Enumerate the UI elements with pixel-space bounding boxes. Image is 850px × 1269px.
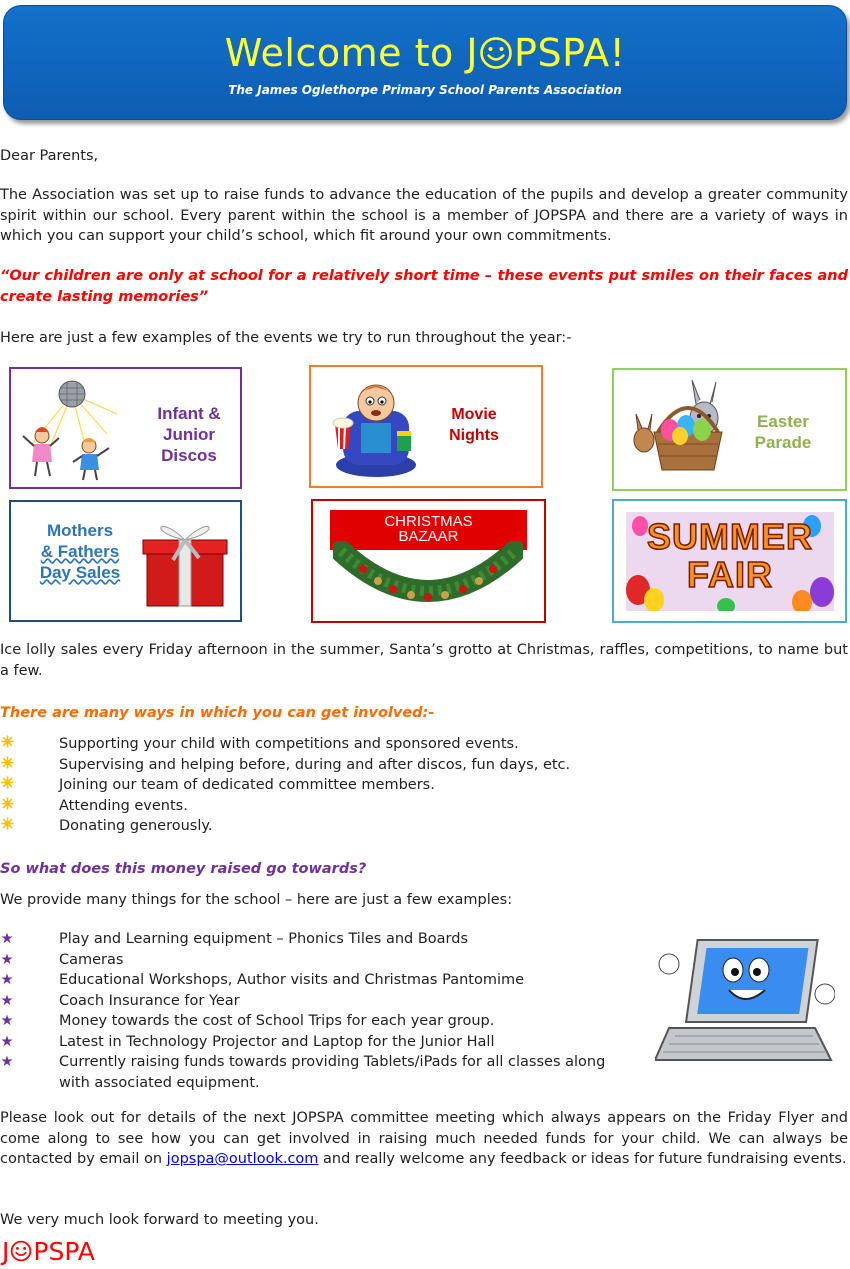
movie-watcher-image	[321, 373, 431, 483]
header-banner	[3, 5, 847, 120]
summer-fair-poster	[626, 512, 834, 611]
sun-icon	[0, 775, 14, 796]
event-label-movie-nights: Movie Nights	[449, 406, 499, 444]
event-card-discos	[9, 367, 242, 489]
smiley-icon	[10, 1240, 32, 1262]
sun-icon	[0, 796, 14, 817]
star-icon: ★	[0, 972, 14, 988]
list-item: Attending events.	[0, 796, 570, 817]
sun-icon	[0, 734, 14, 755]
signature: J PSPA	[2, 1237, 95, 1266]
list-item: Supervising and helping before, during and after discos, fun days, etc.	[0, 755, 570, 776]
event-label-parents-day-sales: Mothers & Fathers Day Sales	[39, 521, 121, 582]
events-intro: Here are just a few examples of the events we try to run throughout the year:-	[0, 330, 572, 346]
page-subtitle: The James Oglethorpe Primary School Parents Association	[228, 83, 622, 97]
involved-heading: There are many ways in which you can get involved:-	[0, 705, 435, 721]
event-card-summer-fair	[612, 499, 847, 623]
intro-paragraph: The Association was set up to raise funds to advance the education of the pupils and develop a greater community spirit within our school. Every parent within the school is a member of JOPSPA and there are a variety of ways in which you can support your child’s school, which fit around your own commitments.	[0, 187, 848, 244]
list-item: ★ Play and Learning equipment – Phonics Tiles and Boards	[0, 929, 610, 950]
sun-icon	[0, 755, 14, 776]
list-item: Donating generously.	[0, 816, 570, 837]
christmas-wreath-image	[333, 541, 523, 621]
list-item: Joining our team of dedicated committee members.	[0, 775, 570, 796]
event-card-parents-day-sales	[9, 500, 242, 622]
christmas-bazaar-banner: CHRISTMAS BAZAAR	[330, 510, 527, 550]
page-title: Welcome to J PSPA!	[224, 31, 626, 75]
quote: “Our children are only at school for a relatively short time – these events put smiles on their faces and create lasting memories”	[0, 268, 848, 305]
closing-paragraph: Please look out for details of the next JOPSPA committee meeting which always appears on the Friday Flyer and come along to see how you can get involved in raising much needed funds for your child. We can always be contacted by email on jopspa@outlook.com and really welcome any feedback or ideas for future fundraising events.	[0, 1110, 848, 1167]
star-icon: ★	[0, 1013, 14, 1029]
list-item: ★ Currently raising funds towards providing Tablets/iPads for all classes along with associated equipment.	[0, 1054, 606, 1091]
star-icon: ★	[0, 931, 14, 947]
laptop-cartoon-image	[655, 930, 835, 1080]
farewell: We very much look forward to meeting you.	[0, 1212, 319, 1228]
gift-box-image	[139, 510, 231, 610]
list-item: Supporting your child with competitions and sponsored events.	[0, 734, 570, 755]
money-heading: So what does this money raised go towards?	[0, 861, 367, 877]
money-list	[0, 929, 610, 1093]
involved-list	[0, 734, 570, 837]
disco-dancers-image	[17, 374, 127, 484]
money-intro: We provide many things for the school – here are just a few examples:	[0, 892, 513, 908]
summer-fair-title: SUMMER FAIR	[647, 516, 813, 595]
greeting: Dear Parents,	[0, 148, 99, 164]
easter-basket-image	[622, 374, 732, 484]
list-item: ★ Cameras	[0, 950, 610, 971]
event-label-discos: Infant & Junior Discos	[157, 404, 221, 465]
email-link[interactable]: jopspa@outlook.com	[166, 1151, 319, 1167]
star-icon: ★	[0, 1054, 14, 1070]
event-label-easter-parade: Easter Parade	[754, 412, 812, 452]
list-item: ★ Educational Workshops, Author visits and Christmas Pantomime	[0, 970, 610, 991]
list-item: ★ Latest in Technology Projector and Laptop for the Junior Hall	[0, 1032, 610, 1053]
event-card-easter-parade	[612, 368, 847, 491]
sun-icon	[0, 816, 14, 837]
event-card-christmas-bazaar	[311, 499, 546, 623]
smiley-icon	[479, 36, 513, 70]
star-icon: ★	[0, 992, 14, 1009]
other-events: Ice lolly sales every Friday afternoon in the summer, Santa’s grotto at Christmas, raffles, competitions, to name but a few.	[0, 642, 848, 679]
event-card-movie-nights	[309, 365, 543, 488]
star-icon: ★	[0, 1033, 14, 1050]
star-icon: ★	[0, 951, 14, 968]
list-item: ★ Coach Insurance for Year	[0, 991, 610, 1012]
list-item: ★ Money towards the cost of School Trips for each year group.	[0, 1011, 610, 1032]
